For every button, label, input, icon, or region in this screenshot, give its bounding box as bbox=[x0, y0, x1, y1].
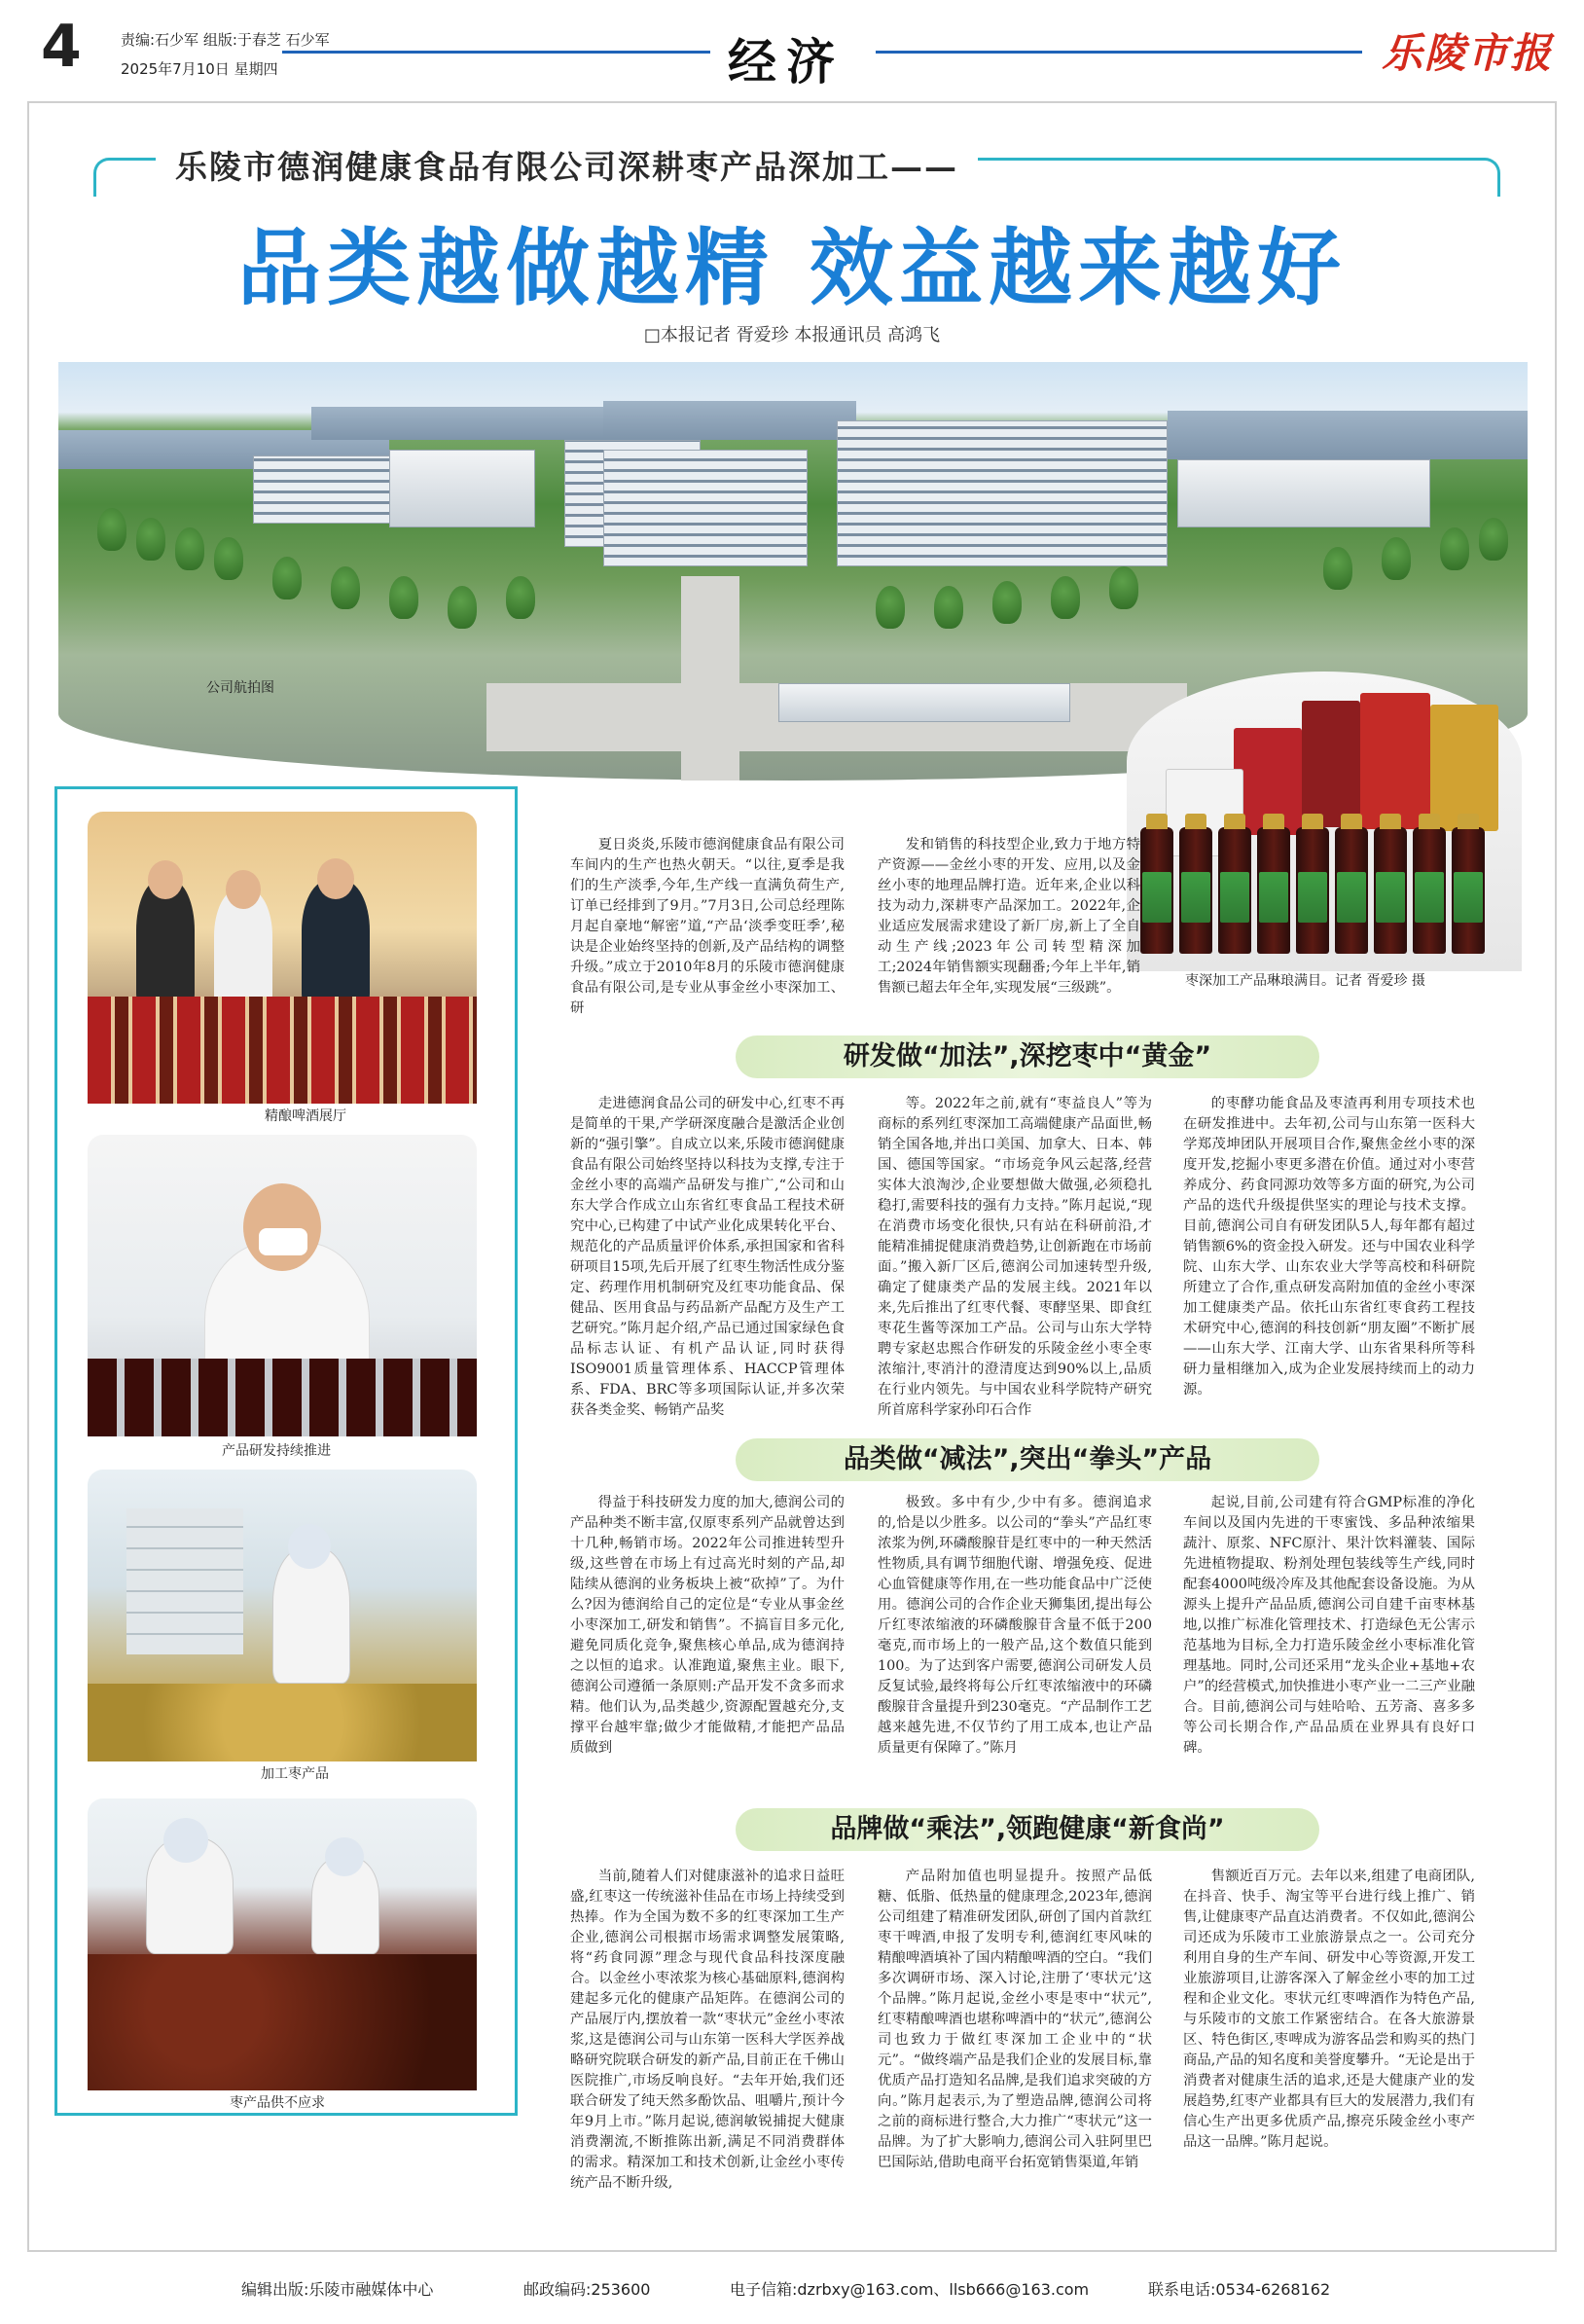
photo-demand bbox=[88, 1798, 477, 2090]
editor-credits: 责编:石少军 组版:于春芝 石少军 bbox=[121, 31, 330, 49]
section1-column-3 bbox=[1183, 1094, 1475, 1425]
paragraph: 极致。多中有少,少中有多。德润追求的,恰是以少胜多。以公司的“拳头”产品红枣浓浆为例,环磷酸腺苷是红枣中的一种天然活性物质,具有调节细胞代谢、增强免疫、促进心血管健康等作用,在一些功能食品中广泛使用。德润公司的合作企业天狮集团,提出每公斤红枣浓缩液的环磷酸腺苷含量不低于200毫克,而市场上的一般产品,这个数值只能到100。为了达到客户需要,德润公司研发人员反复试验,最终将每公斤红枣浓缩液中的环磷酸腺苷含量提升到230毫克。“产品制作工艺越来越先进,不仅节约了用工成本,也让产品质量更有保障了。”陈月 bbox=[878, 1495, 1152, 1756]
paragraph: 产品附加值也明显提升。按照产品低糖、低脂、低热量的健康理念,2023年,德润公司组建了精准研发团队,研创了国内首款红枣干啤酒,申报了发明专利,德润红枣风味的精酿啤酒填补了国内精酿啤酒的空白。“我们多次调研市场、深入讨论,注册了‘枣状元’这个品牌。”陈月起说,金丝小枣是枣中“状元”,红枣精酿啤酒也堪称啤酒中的“状元”,德润公司也致力于做红枣深加工企业中的“状元”。“做终端产品是我们企业的发展目标,靠优质产品打造知名品牌,是我们追求突破的方向。”陈月起表示,为了塑造品牌,德润公司将之前的商标进行整合,大力推广“枣状元”这一品牌。为了扩大影响力,德润公司入驻阿里巴巴国际站,借助电商平台拓宽销售渠道,年销 bbox=[878, 1869, 1152, 2170]
section-heading-rnd: 研发做“加法”,深挖枣中“黄金” bbox=[736, 1035, 1319, 1078]
paragraph: 发和销售的科技型企业,致力于地方特产资源——金丝小枣的开发、应用,以及金丝小枣的地理品牌打造。近年来,企业以科技为动力,深耕枣产品深加工。2022年,企业适应发展需求建设了新厂房,新上了全自动生产线;2023年公司转型精深加工;2024年销售额实现翻番;今年上半年,销售额已超去年全年,实现发展“三级跳”。 bbox=[878, 837, 1140, 996]
footer-postcode: 邮政编码:253600 bbox=[523, 2280, 651, 2299]
section-heading-brand: 品牌做“乘法”,领跑健康“新食尚” bbox=[736, 1808, 1319, 1851]
masthead-rule-left bbox=[282, 51, 710, 54]
paragraph: 夏日炎炎,乐陵市德润健康食品有限公司车间内的生产也热火朝天。“以往,夏季是我们的生产淡季,今年,生产线一直满负荷生产,订单已经排到了9月。”7月3日,公司总经理陈月起自豪地“解密”道,“产品‘淡季变旺季’,秘诀是企业始终坚持的创新,及产品结构的调整升级。”成立于2010年8月的乐陵市德润健康食品有限公司,是专业从事金丝小枣深加工、研 bbox=[570, 837, 845, 1016]
headline-kicker: 乐陵市德润健康食品有限公司深耕枣产品深加工—— bbox=[156, 142, 978, 188]
section2-column-2 bbox=[878, 1493, 1152, 1795]
masthead bbox=[0, 0, 1584, 93]
newspaper-logo: 乐陵市报 bbox=[1382, 29, 1554, 77]
footer bbox=[0, 2277, 1584, 2306]
intro-column-2 bbox=[878, 835, 1140, 1004]
footer-email: 电子信箱:dzrbxy@163.com、llsb666@163.com bbox=[730, 2280, 1090, 2299]
paragraph: 的枣酵功能食品及枣渣再利用专项技术也在研发推进中。去年初,公司与山东第一医科大学郑茂坤团队开展项目合作,聚焦金丝小枣的深度开发,挖掘小枣更多潜在价值。通过对小枣营养成分、药食同源功效等多方面的研究,为公司产品的迭代升级提供坚实的理论与技术支撑。目前,德润公司自有研发团队5人,每年都有超过销售额6%的资金投入研发。还与中国农业科学院、山东大学、山东农业大学等高校和科研院所建立了合作,重点研发高附加值的金丝小枣深加工健康类产品。依托山东省红枣食药工程技术研究中心,德润的科技创新“朋友圈”不断扩展——山东大学、江南大学、山东省果科所等科研力量相继加入,成为企业发展持续而上的动力源。 bbox=[1183, 1096, 1475, 1398]
aerial-photo-caption: 公司航拍图 bbox=[206, 680, 274, 696]
paragraph: 售额近百万元。去年以来,组建了电商团队,在抖音、快手、淘宝等平台进行线上推广、销售,让健康枣产品直达消费者。不仅如此,德润公司还成为乐陵市工业旅游景点之一。公司充分利用自身的生产车间、研发中心等资源,开发工业旅游项目,让游客深入了解金丝小枣的加工过程和企业文化。枣状元红枣啤酒作为特色产品,与乐陵市的文旅工作紧密结合。在各大旅游景区、特色街区,枣啤成为游客品尝和购买的热门商品,产品的知名度和美誉度攀升。“无论是出于消费者对健康生活的追求,还是大健康产业的发展趋势,红枣产业都具有巨大的发展潜力,我们有信心生产出更多优质产品,擦亮乐陵金丝小枣产品这一品牌。”陈月起说。 bbox=[1183, 1869, 1475, 2150]
paragraph: 当前,随着人们对健康滋补的追求日益旺盛,红枣这一传统滋补佳品在市场上持续受到热捧。作为全国为数不多的红枣深加工生产企业,德润公司根据市场需求调整发展策略,将“药食同源”理念与现代食品科技深度融合。以金丝小枣浓浆为核心基础原料,德润构建起多元化的健康产品矩阵。在德润公司的产品展厅内,摆放着一款“枣状元”金丝小枣浓浆,这是德润公司与山东第一医科大学医养战略研究院联合研发的新产品,目前正在千佛山医院推广,市场反响良好。“去年开始,我们还联合研发了纯天然多酚饮品、咀嚼片,预计今年9月上市。”陈月起说,德润敏锐捕捉大健康消费潮流,不断推陈出新,满足不同消费群体的需求。精深加工和技术创新,让金丝小枣传统产品不断升级, bbox=[570, 1869, 845, 2191]
section-title: 经济 bbox=[728, 34, 845, 91]
paragraph: 走进德润食品公司的研发中心,红枣不再是简单的干果,产学研深度融合是激活企业创新的“强引擎”。自成立以来,乐陵市德润健康食品有限公司始终坚持以科技为支撑,专注于金丝小枣的高端产品研发与推广,“公司和山东大学合作成立山东省红枣食品工程技术研究中心,已构建了中试产业化成果转化平台、规范化的产品质量评价体系,承担国家和省科研项目15项,先后开展了红枣生物活性成分鉴定、药理作用机制研究及红枣功能食品、保健品、医用食品与药品新产品配方及生产工艺研究。”陈月起介绍,产品已通过国家绿色食品标志认证、有机产品认证,同时获得ISO9001质量管理体系、HACCP管理体系、FDA、BRC等多项国际认证,并多次荣获各类金奖、畅销产品奖 bbox=[570, 1096, 845, 1418]
paragraph: 得益于科技研发力度的加大,德润公司的产品种类不断丰富,仅原枣系列产品就曾达到十几种,畅销市场。2022年公司推进转型升级,这些曾在市场上有过高光时刻的产品,却陆续从德润的业务板块上被“砍掉”了。为什么?因为德润给自己的定位是“专业从事金丝小枣深加工,研发和销售”。不搞盲目多元化,避免同质化竞争,聚焦核心单品,成为德润持之以恒的追求。认准跑道,聚焦主业。眼下,德润公司遵循一条原则:产品开发不贪多而求精。他们认为,品类越少,资源配置越充分,支撑平台越牢靠;做少才能做精,才能把产品品质做到 bbox=[570, 1495, 845, 1756]
footer-phone: 联系电话:0534-6268162 bbox=[1148, 2280, 1331, 2299]
footer-publisher: 编辑出版:乐陵市融媒体中心 bbox=[241, 2280, 434, 2299]
photo-processing bbox=[88, 1470, 477, 1761]
caption-rnd: 产品研发持续推进 bbox=[222, 1443, 331, 1459]
photo-beer-showroom bbox=[88, 812, 477, 1104]
section1-column-1 bbox=[570, 1094, 845, 1425]
caption-demand: 枣产品供不应求 bbox=[230, 2095, 325, 2111]
product-photo bbox=[1127, 672, 1522, 971]
section3-column-3 bbox=[1183, 1867, 1475, 2236]
paragraph: 起说,目前,公司建有符合GMP标准的净化车间以及国内先进的干枣蜜饯、多品种浓缩果蔬汁、原浆、NFC原汁、果汁饮料灌装、国际先进植物提取、粉剂处理包装线等生产线,同时配套4000吨级冷库及其他配套设备设施。为从源头上提升产品品质,德润公司自建千亩枣林基地,以推广标准化管理技术、打造绿色无公害示范基地为目标,全力打造乐陵金丝小枣标准化管理基地。同时,公司还采用“龙头企业+基地+农户”的经营模式,加快推进小枣产业一二三产业融合。目前,德润公司与娃哈哈、五芳斋、喜多多等公司长期合作,产品品质在业界具有良好口碑。 bbox=[1183, 1495, 1475, 1756]
byline: □本报记者 胥爱珍 本报通讯员 高鸿飞 bbox=[643, 325, 941, 345]
caption-beer-showroom: 精酿啤酒展厅 bbox=[265, 1108, 346, 1124]
caption-processing: 加工枣产品 bbox=[261, 1766, 329, 1782]
section-heading-products: 品类做“减法”,突出“拳头”产品 bbox=[736, 1438, 1319, 1481]
section2-column-1 bbox=[570, 1493, 845, 1795]
publication-date: 2025年7月10日 星期四 bbox=[121, 60, 278, 78]
section1-column-2 bbox=[878, 1094, 1152, 1425]
headline-title: 品类越做越精 效益越来越好 bbox=[237, 220, 1347, 317]
page-number: 4 bbox=[41, 13, 82, 81]
photo-rnd bbox=[88, 1135, 477, 1436]
section2-column-3 bbox=[1183, 1493, 1475, 1795]
section3-column-2 bbox=[878, 1867, 1152, 2236]
masthead-rule-right bbox=[876, 51, 1362, 54]
product-photo-caption: 枣深加工产品琳琅满目。记者 胥爱珍 摄 bbox=[1185, 973, 1425, 989]
section3-column-1 bbox=[570, 1867, 845, 2236]
paragraph: 等。2022年之前,就有“枣益良人”等为商标的系列红枣深加工高端健康产品面世,畅销全国各地,并出口美国、加拿大、日本、韩国、德国等国家。“市场竞争风云起落,经营实体大浪淘沙,企业要想做大做强,必须稳扎稳打,需要科技的强有力支持。”陈月起说,“现在消费市场变化很快,只有站在科研前沿,才能精准捕捉健康消费趋势,让创新跑在市场前面。”搬入新厂区后,德润公司加速转型升级,确定了健康类产品的发展主线。2021年以来,先后推出了红枣代餐、枣酵坚果、即食红枣花生酱等深加工产品。公司与山东大学特聘专家赵忠熙合作研发的乐陵金丝小枣全枣浓缩汁,枣消汁的澄清度达到90%以上,品质在行业内领先。与中国农业科学院特产研究所首席科学家孙印石合作 bbox=[878, 1096, 1152, 1418]
intro-column-1 bbox=[570, 835, 845, 1016]
